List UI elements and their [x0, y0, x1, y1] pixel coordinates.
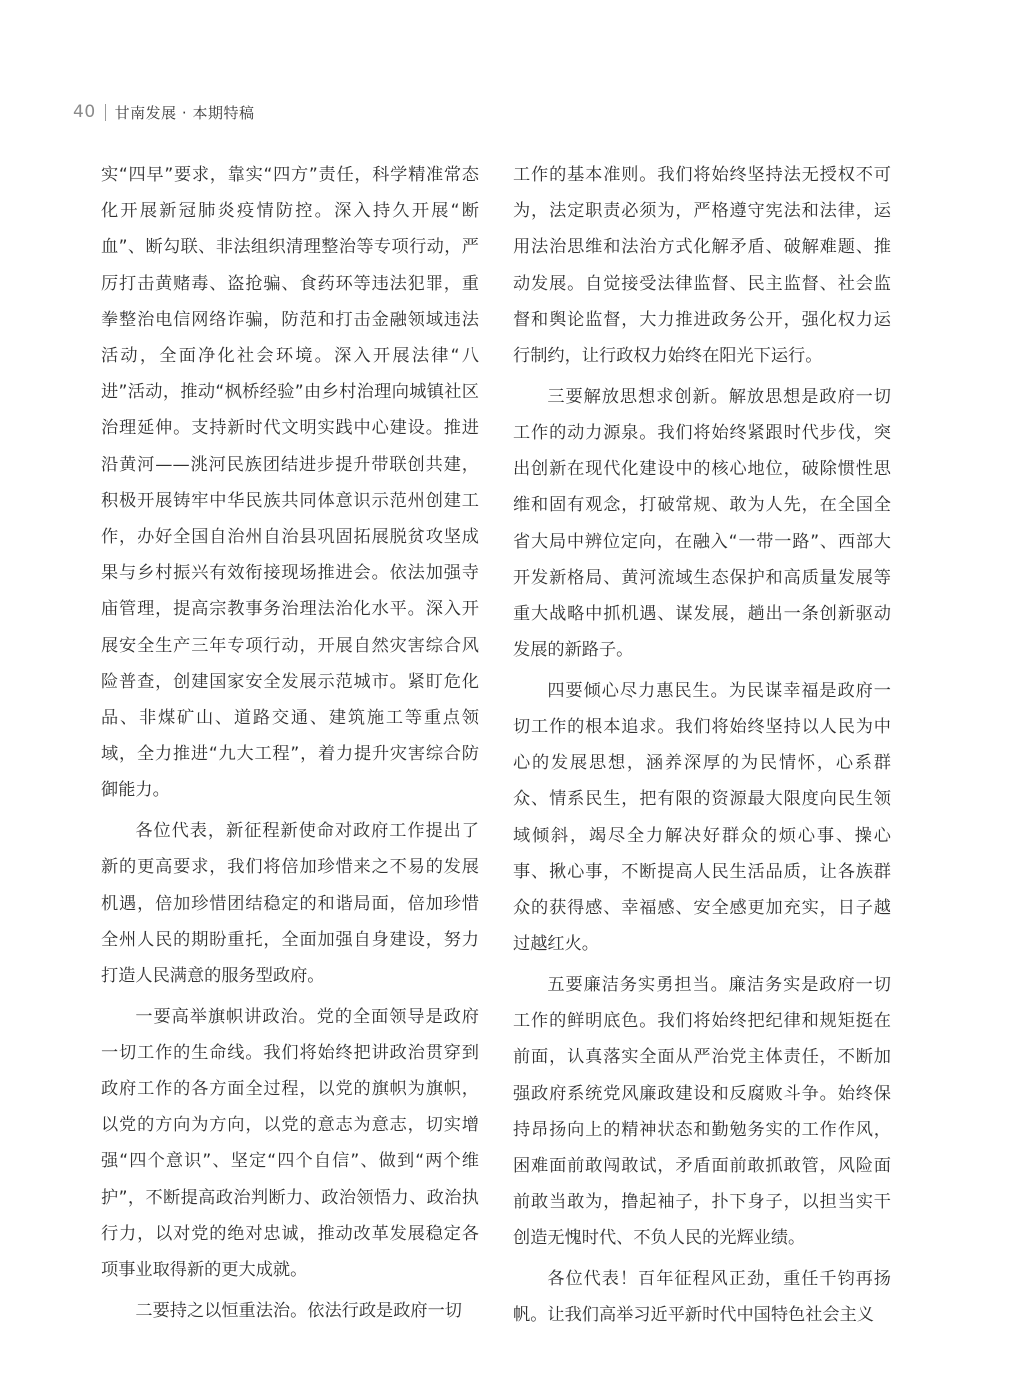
running-header — [73, 98, 254, 126]
paragraph-continued: 实“四早”要求，靠实“四方”责任，科学精准常态化开展新冠肺炎疫情防控。深入持久开展“断血”、断勾联、非法组织清理整治等专项行动，严厉打击黄赌毒、盗抢骗、食药环等违法犯罪，重拳整治电信网络诈骗，防范和打击金融领域违法活动，全面净化社会环境。深入开展法律“八进”活动，推动“枫桥经验”由乡村治理向城镇社区治理延伸。支持新时代文明实践中心建设。推进沿黄河——洮河民族团结进步提升带联创共建，积极开展铸牢中华民族共同体意识示范州创建工作，办好全国自治州自治县巩固拓展脱贫攻坚成果与乡村振兴有效衔接现场推进会。依法加强寺庙管理，提高宗教事务治理法治化水平。深入开展安全生产三年专项行动，开展自然灾害综合风险普查，创建国家安全发展示范城市。紧盯危化品、非煤矿山、道路交通、建筑施工等重点领域，全力推进“九大工程”，着力提升灾害综合防御能力。 — [101, 165, 479, 801]
header-divider — [105, 104, 106, 121]
paragraph: 各位代表，新征程新使命对政府工作提出了新的更高要求，我们将倍加珍惜来之不易的发展机遇，倍加珍惜团结稳定的和谐局面，倍加珍惜全州人民的期盼重托，全面加强自身建设，努力打造人民满意的服务型政府。 — [101, 821, 479, 986]
paragraph: 一要高举旗帜讲政治。党的全面领导是政府一切工作的生命线。我们将始终把讲政治贯穿到政府工作的各方面全过程，以党的旗帜为旗帜，以党的方向为方向，以党的意志为意志，切实增强“四个意识”、坚定“四个自信”、做到“两个维护”，不断提高政治判断力、政治领悟力、政治执行力，以对党的绝对忠诚，推动改革发展稳定各项事业取得新的更大成就。 — [101, 1006, 479, 1281]
right-column — [513, 157, 891, 1338]
section-title: 甘南发展 · 本期特稿 — [114, 103, 255, 122]
paragraph: 各位代表！百年征程风正劲，重任千钧再扬帆。让我们高举习近平新时代中国特色社会主义 — [513, 1269, 891, 1326]
paragraph: 四要倾心尽力惠民生。为民谋幸福是政府一切工作的根本追求。我们将始终坚持以人民为中心的发展思想，涵养深厚的为民情怀，心系群众、情系民生，把有限的资源最大限度向民生领域倾斜，竭尽全力解决好群众的烦心事、操心事、揪心事，不断提高人民生活品质，让各族群众的获得感、幸福感、安全感更加充实，日子越过越红火。 — [513, 680, 891, 955]
left-column — [101, 157, 479, 1334]
paragraph-continued: 工作的基本准则。我们将始终坚持法无授权不可为，法定职责必须为，严格遵守宪法和法律，运用法治思维和法治方式化解矛盾、破解难题、推动发展。自觉接受法律监督、民主监督、社会监督和舆论监督，大力推进政务公开，强化权力运行制约，让行政权力始终在阳光下运行。 — [513, 165, 891, 367]
page-number: 40 — [73, 102, 96, 122]
paragraph: 三要解放思想求创新。解放思想是政府一切工作的动力源泉。我们将始终紧跟时代步伐，突出创新在现代化建设中的核心地位，破除惯性思维和固有观念，打破常规、敢为人先，在全国全省大局中辨位定向，在融入“一带一路”、西部大开发新格局、黄河流域生态保护和高质量发展等重大战略中抓机遇、谋发展，趟出一条创新驱动发展的新路子。 — [513, 386, 891, 661]
paragraph: 二要持之以恒重法治。依法行政是政府一切 — [135, 1300, 462, 1321]
paragraph: 五要廉洁务实勇担当。廉洁务实是政府一切工作的鲜明底色。我们将始终把纪律和规矩挺在前面，认真落实全面从严治党主体责任，不断加强政府系统党风廉政建设和反腐败斗争。始终保持昂扬向上的精神状态和勤勉务实的工作作风，困难面前敢闯敢试，矛盾面前敢抓敢管，风险面前敢当敢为，撸起袖子，扑下身子，以担当实干创造无愧时代、不负人民的光辉业绩。 — [513, 974, 891, 1249]
